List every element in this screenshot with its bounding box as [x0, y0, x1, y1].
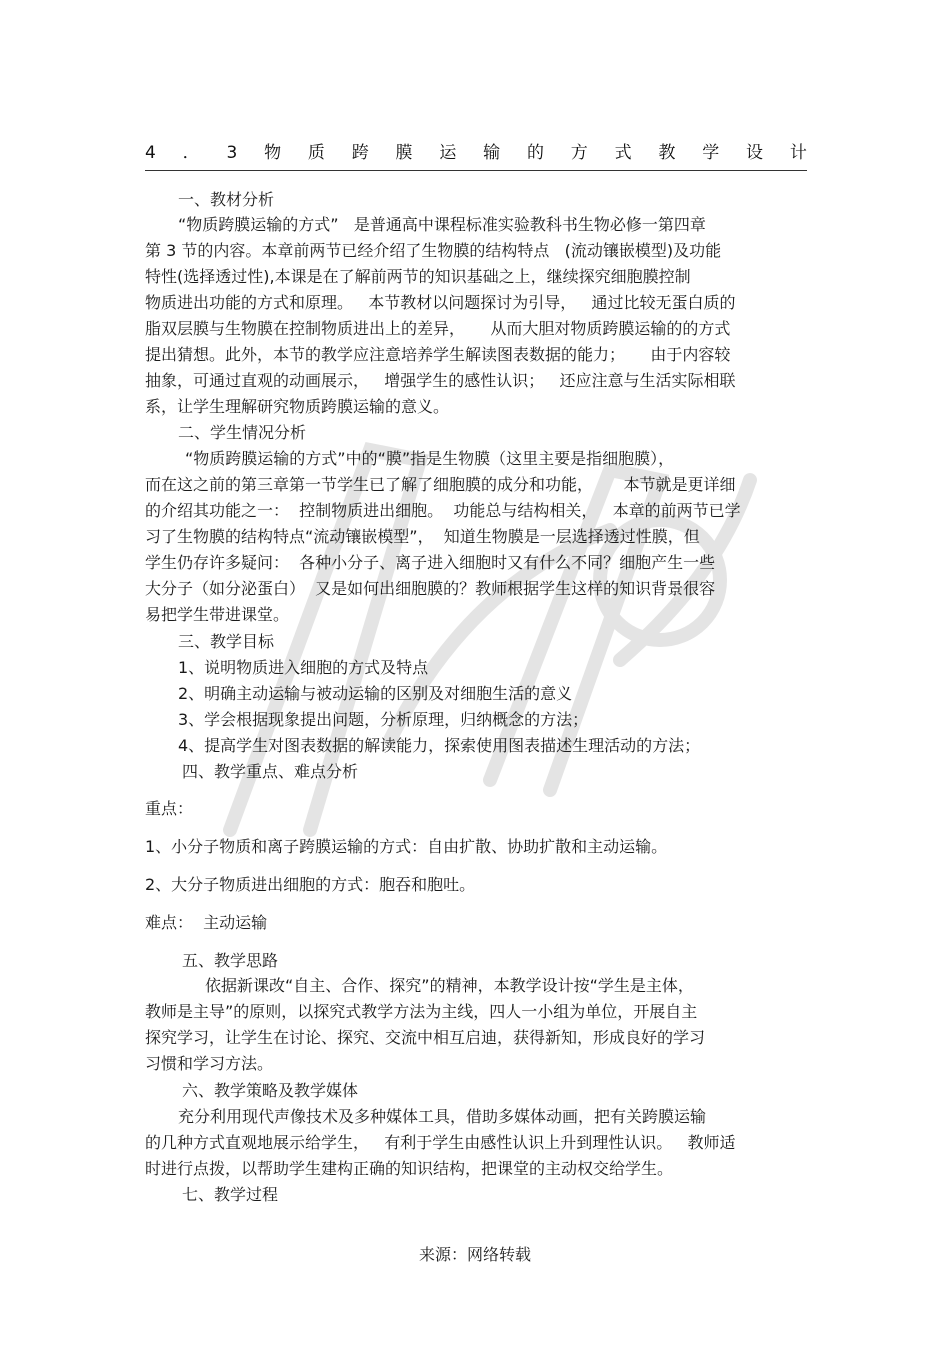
paragraph-line: 脂双层膜与生物膜在控制物质进出上的差异， 从而大胆对物质跨膜运输的的方式 — [145, 319, 731, 338]
objective-item: 3、学会根据现象提出问题，分析原理，归纳概念的方法； — [178, 710, 589, 729]
paragraph-line: 探究学习，让学生在讨论、探究、交流中相互启迪，获得新知，形成良好的学习 — [145, 1028, 706, 1047]
paragraph-line: 特性(选择透过性),本课是在了解前两节的知识基础之上，继续探究细胞膜控制 — [145, 267, 691, 286]
footer-source: 来源：网络转载 — [418, 1245, 531, 1264]
section-heading-1: 一、教材分析 — [178, 190, 275, 209]
section-heading-4: 四、教学重点、难点分析 — [182, 762, 359, 781]
paragraph-line: 习惯和学习方法。 — [145, 1054, 274, 1073]
paragraph-line: 物质进出功能的方式和原理。 本节教材以问题探讨为引导， 通过比较无蛋白质的 — [145, 293, 736, 312]
section-heading-5: 五、教学思路 — [182, 951, 279, 970]
document-title-container — [145, 140, 807, 171]
objective-item: 4、提高学生对图表数据的解读能力，探索使用图表描述生理活动的方法； — [178, 736, 701, 755]
paragraph-line: 易把学生带进课堂。 — [145, 605, 290, 624]
paragraph-line: 充分利用现代声像技术及多种媒体工具，借助多媒体动画，把有关跨膜运输 — [178, 1107, 707, 1126]
paragraph-line: 大分子（如分泌蛋白） 又是如何出细胞膜的？教师根据学生这样的知识背景很容 — [145, 579, 716, 598]
paragraph-line: 依据新课改“自主、合作、探究”的精神，本教学设计按“学生是主体， — [205, 976, 694, 995]
section-heading-2: 二、学生情况分析 — [178, 423, 307, 442]
paragraph-line: 学生仍存许多疑问： 各种小分子、离子进入细胞时又有什么不同？细胞产生一些 — [145, 553, 716, 572]
key-points-label: 重点： — [145, 799, 194, 818]
paragraph-line: 而在这之前的第三章第一节学生已了解了细胞膜的成分和功能， 本节就是更详细 — [145, 475, 736, 494]
paragraph-line: 时进行点拨，以帮助学生建构正确的知识结构，把课堂的主动权交给学生。 — [145, 1159, 674, 1178]
key-point-item: 1、小分子物质和离子跨膜运输的方式：自由扩散、协助扩散和主动运输。 — [145, 837, 668, 856]
section-heading-7: 七、教学过程 — [182, 1185, 279, 1204]
paragraph-line: 抽象，可通过直观的动画展示， 增强学生的感性认识； 还应注意与生活实际相联 — [145, 371, 736, 390]
objective-item: 1、说明物质进入细胞的方式及特点 — [178, 658, 429, 677]
paragraph-line: 提出猜想。此外，本节的教学应注意培养学生解读图表数据的能力； 由于内容较 — [145, 345, 731, 364]
difficulty-line: 难点： 主动运输 — [145, 913, 268, 932]
paragraph-line: 系，让学生理解研究物质跨膜运输的意义。 — [145, 397, 450, 416]
paragraph-line: 教师是主导”的原则，以探究式教学方法为主线，四人一小组为单位，开展自主 — [145, 1002, 698, 1021]
key-point-item: 2、大分子物质进出细胞的方式：胞吞和胞吐。 — [145, 875, 476, 894]
paragraph-line: “物质跨膜运输的方式”中的“膜”指是生物膜（这里主要是指细胞膜）， — [185, 449, 675, 468]
objective-item: 2、明确主动运输与被动运输的区别及对细胞生活的意义 — [178, 684, 573, 703]
paragraph-line: 习了生物膜的结构特点“流动镶嵌模型”， 知道生物膜是一层选择透过性膜，但 — [145, 527, 700, 546]
paragraph-line: 第 3 节的内容。本章前两节已经介绍了生物膜的结构特点 (流动镶嵌模型)及功能 — [145, 241, 722, 260]
document-title: 4 ． 3 物 质 跨 膜 运 输 的 方 式 教 学 设 计 — [145, 143, 807, 163]
paragraph-line: 的介绍其功能之一： 控制物质进出细胞。 功能总与结构相关， 本章的前两节已学 — [145, 501, 741, 520]
section-heading-6: 六、教学策略及教学媒体 — [182, 1081, 359, 1100]
section-heading-3: 三、教学目标 — [178, 632, 275, 651]
paragraph-line: “物质跨膜运输的方式” 是普通高中课程标准实验教科书生物必修一第四章 — [178, 215, 706, 234]
paragraph-line: 的几种方式直观地展示给学生， 有利于学生由感性认识上升到理性认识。 教师适 — [145, 1133, 736, 1152]
